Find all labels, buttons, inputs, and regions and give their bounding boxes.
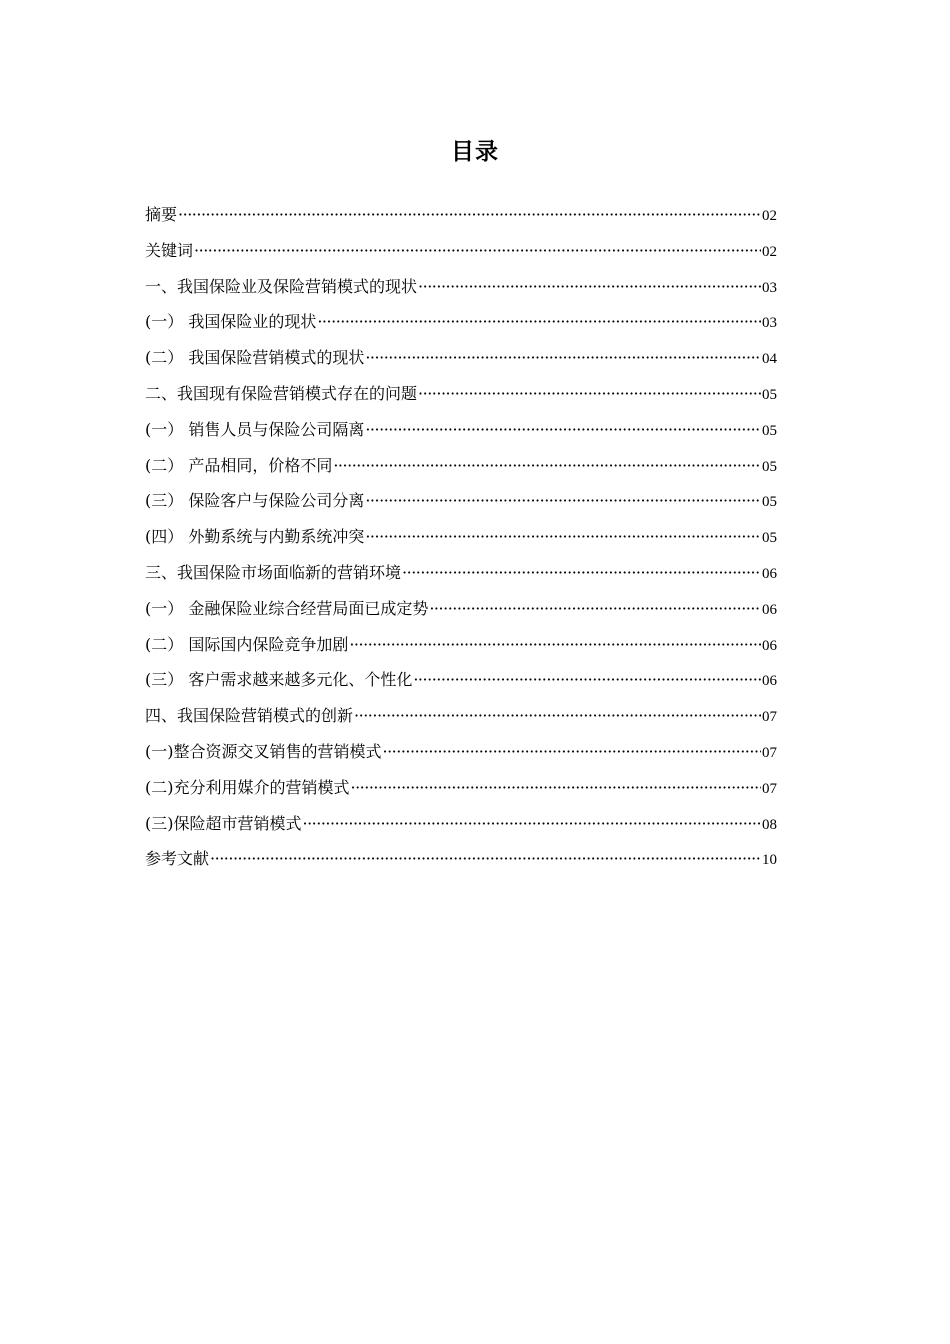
toc-entry-page: 02 xyxy=(762,243,777,260)
toc-entry-page: 06 xyxy=(762,637,777,654)
toc-entry-label: (一） 我国保险业的现状 xyxy=(145,312,317,332)
toc-entry-label: (三） 客户需求越来越多元化、个性化 xyxy=(145,670,413,690)
toc-entry-label: (二)充分利用媒介的营销模式 xyxy=(145,777,350,797)
toc-dot-leader xyxy=(383,734,762,770)
toc-entry xyxy=(145,555,777,591)
toc-entry-label: (二） 国际国内保险竞争加剧 xyxy=(145,634,349,654)
toc-dot-leader xyxy=(194,233,761,269)
toc-entry-label: 二、我国现有保险营销模式存在的问题 xyxy=(145,383,418,403)
toc-entry-page: 03 xyxy=(762,279,777,296)
toc-entry xyxy=(145,412,777,448)
toc-entry-label: 摘要 xyxy=(145,205,178,224)
toc-dot-leader xyxy=(210,841,761,877)
toc-entry-label: 四、我国保险营销模式的创新 xyxy=(145,706,354,726)
toc-dot-leader xyxy=(418,376,761,412)
toc-entry-page: 04 xyxy=(762,351,777,368)
toc-entry-label: (二） 我国保险营销模式的现状 xyxy=(145,348,365,368)
toc-dot-leader xyxy=(418,269,761,305)
toc-dot-leader xyxy=(317,304,761,340)
toc-entry-label: (一） 金融保险业综合经营局面已成定势 xyxy=(145,598,429,618)
toc-dot-leader xyxy=(351,770,762,806)
toc-dot-leader xyxy=(365,340,761,376)
toc-entry-label: (一)整合资源交叉销售的营销模式 xyxy=(145,741,382,761)
toc-entry xyxy=(145,376,777,412)
toc-dot-leader xyxy=(349,627,761,663)
toc-dot-leader xyxy=(402,555,761,591)
toc-entry-label: (一） 销售人员与保险公司隔离 xyxy=(145,419,365,439)
toc-entry xyxy=(145,233,777,269)
toc-entry xyxy=(145,591,777,627)
toc-entry xyxy=(145,519,777,555)
toc-entry-label: (四） 外勤系统与内勤系统冲突 xyxy=(145,527,365,547)
toc-dot-leader xyxy=(365,412,761,448)
toc-entry-label: 三、我国保险市场面临新的营销环境 xyxy=(145,562,402,582)
toc-dot-leader xyxy=(178,197,761,233)
toc-entry-label: 参考文献 xyxy=(145,849,210,869)
toc-entry-label: 一、我国保险业及保险营销模式的现状 xyxy=(145,276,418,296)
toc-entry xyxy=(145,483,777,519)
toc-entry-page: 05 xyxy=(762,386,777,403)
toc-dot-leader xyxy=(413,662,761,698)
toc-entry-page: 05 xyxy=(762,458,777,475)
toc-entry-page: 08 xyxy=(762,816,777,833)
toc-dot-leader xyxy=(365,483,761,519)
toc-entry-page: 05 xyxy=(762,422,777,439)
table-of-contents xyxy=(145,197,777,877)
toc-entry xyxy=(145,304,777,340)
toc-entry-page: 05 xyxy=(762,530,777,547)
toc-entry xyxy=(145,662,777,698)
toc-entry xyxy=(145,340,777,376)
page-title: 目录 xyxy=(451,139,499,165)
toc-entry xyxy=(145,734,777,770)
toc-dot-leader xyxy=(354,698,761,734)
toc-entry xyxy=(145,627,777,663)
toc-entry xyxy=(145,448,777,484)
toc-entry-label: (三)保险超市营销模式 xyxy=(145,813,302,833)
toc-entry xyxy=(145,698,777,734)
toc-dot-leader xyxy=(429,591,761,627)
toc-entry xyxy=(145,197,777,233)
toc-entry xyxy=(145,841,777,877)
toc-entry-page: 05 xyxy=(762,494,777,511)
toc-entry-page: 06 xyxy=(762,601,777,618)
toc-entry xyxy=(145,770,777,806)
toc-entry-label: (三） 保险客户与保险公司分离 xyxy=(145,491,365,511)
toc-entry xyxy=(145,806,777,842)
toc-entry-page: 02 xyxy=(762,208,777,224)
toc-entry-label: 关键词 xyxy=(145,240,194,260)
toc-entry-page: 07 xyxy=(762,780,777,797)
toc-dot-leader xyxy=(333,448,761,484)
toc-entry-page: 07 xyxy=(762,744,777,761)
toc-entry xyxy=(145,269,777,305)
toc-dot-leader xyxy=(365,519,761,555)
toc-entry-page: 06 xyxy=(762,565,777,582)
toc-entry-page: 10 xyxy=(762,852,777,869)
toc-dot-leader xyxy=(303,806,762,842)
toc-entry-label: (二） 产品相同，价格不同 xyxy=(145,455,333,475)
toc-entry-page: 07 xyxy=(762,709,777,726)
toc-entry-page: 03 xyxy=(762,315,777,332)
toc-entry-page: 06 xyxy=(762,673,777,690)
